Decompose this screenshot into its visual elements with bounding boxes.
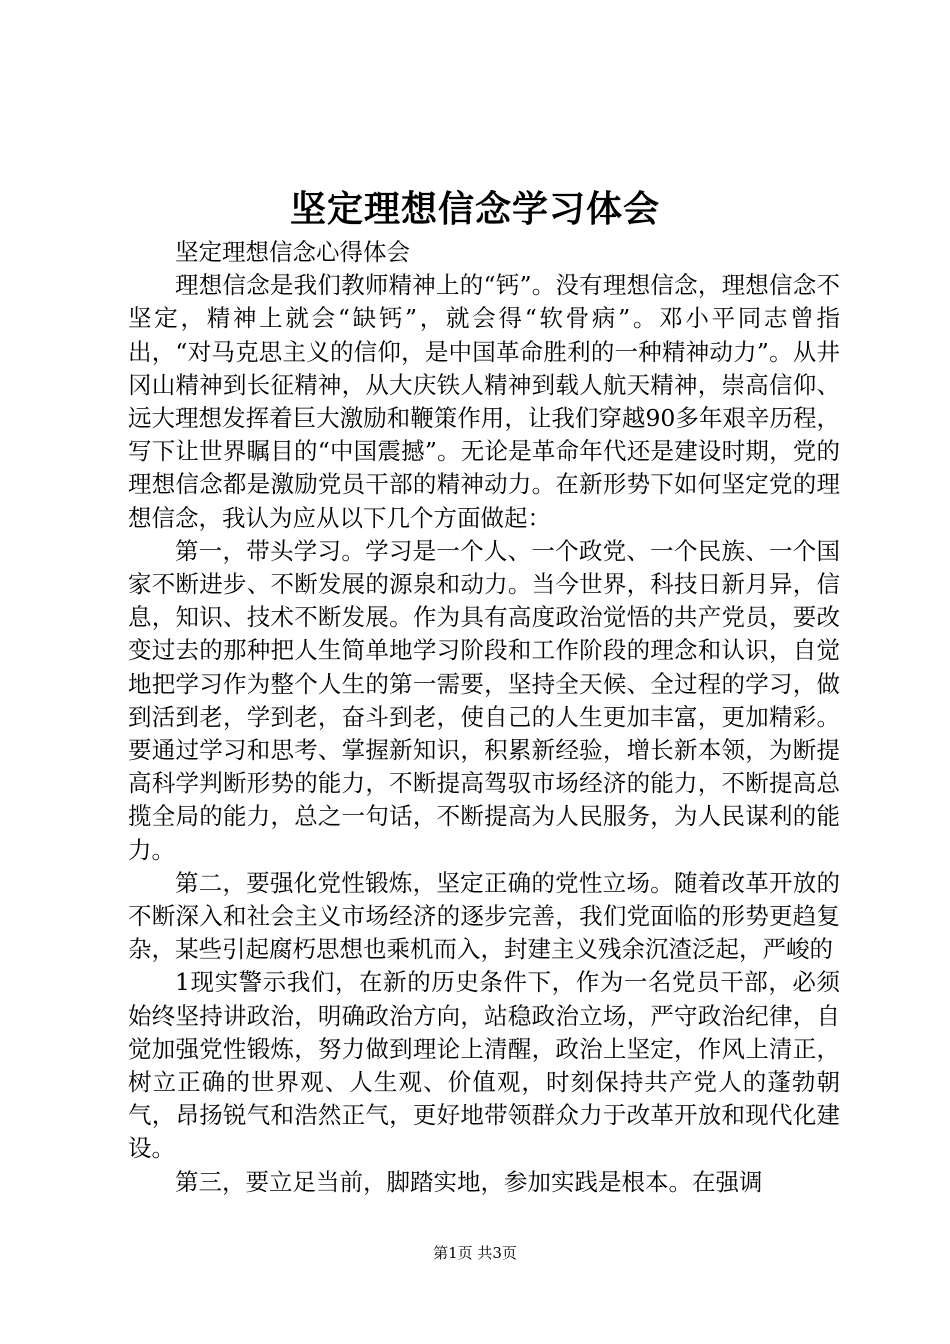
point-two-continued-paragraph: 1现实警示我们，在新的历史条件下，作为一名党员干部，必须始终坚持讲政治，明确政治方向，站稳政治立场，严守政治纪律，自觉加强党性锻炼，努力做到理论上清醒，政治上坚定，作风上清正，树立正确的世界观、人生观、价值观，时刻保持共产党人的蓬勃朝气，昂扬锐气和浩然正气，更好地带领群众力于改革开放和现代化建设。	[128, 968, 840, 1163]
point-two-paragraph: 第二，要强化党性锻炼，坚定正确的党性立场。随着改革开放的不断深入和社会主义市场经济的逐步完善，我们党面临的形势更趋复杂，某些引起腐朽思想也乘机而入，封建主义残余沉渣泛起，严峻的	[128, 868, 840, 964]
subtitle-paragraph: 坚定理想信念心得体会	[175, 238, 410, 266]
point-three-paragraph: 第三，要立足当前，脚踏实地，参加实践是根本。在强调	[175, 1167, 763, 1196]
document-body	[128, 236, 840, 1199]
intro-paragraph: 理想信念是我们教师精神上的“钙”。没有理想信念，理想信念不坚定，精神上就会“缺钙”，就会得“软骨病”。邓小平同志曾指出，“对马克思主义的信仰，是中国革命胜利的一种精神动力”。从井冈山精神到长征精神，从大庆铁人精神到载人航天精神，崇高信仰、远大理想发挥着巨大激励和鞭策作用，让我们穿越90多年艰辛历程，写下让世界瞩目的“中国震撼”。无论是革命年代还是建设时期，党的理想信念都是激励党员干部的精神动力。在新形势下如何坚定党的理想信念，我认为应从以下几个方面做起：	[128, 271, 840, 532]
document-title: 坚定理想信念学习体会	[289, 188, 660, 230]
page-number-footer: 第1页 共3页	[433, 1244, 517, 1262]
point-one-paragraph: 第一，带头学习。学习是一个人、一个政党、一个民族、一个国家不断进步、不断发展的源泉和动力。当今世界，科技日新月异，信息，知识、技术不断发展。作为具有高度政治觉悟的共产党员，要改变过去的那种把人生简单地学习阶段和工作阶段的理念和认识，自觉地把学习作为整个人生的第一需要，坚持全天候、全过程的学习，做到活到老，学到老，奋斗到老，使自己的人生更加丰富，更加精彩。要通过学习和思考、掌握新知识，积累新经验，增长新本领，为断提高科学判断形势的能力，不断提高驾驭市场经济的能力，不断提高总揽全局的能力，总之一句话，不断提高为人民服务，为人民谋利的能力。	[128, 536, 840, 864]
